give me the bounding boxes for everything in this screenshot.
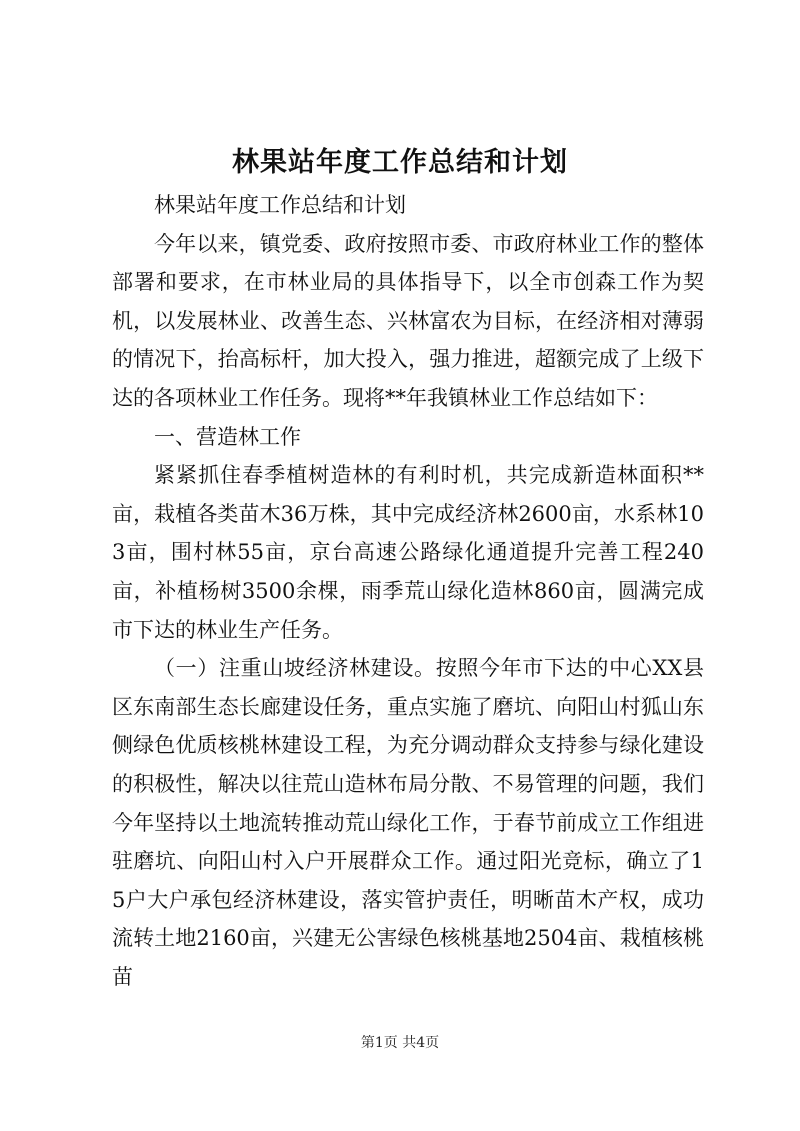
document-body [112, 186, 704, 996]
paragraph-intro: 今年以来，镇党委、政府按照市委、市政府林业工作的整体部署和要求，在市林业局的具体指导下，以全市创森工作为契机，以发展林业、改善生态、兴林富农为目标，在经济相对薄弱的情况下，抬高标杆，加大投入，强力推进，超额完成了上级下达的各项林业工作任务。现将**年我镇林业工作总结如下： [112, 231, 704, 410]
paragraph-subtitle: 林果站年度工作总结和计划 [154, 193, 406, 217]
page-footer: 第1页 共4页 [360, 1035, 440, 1051]
document-title: 林果站年度工作总结和计划 [232, 147, 568, 178]
paragraph-afforestation: 紧紧抓住春季植树造林的有利时机，共完成新造林面积**亩，栽植各类苗木36万株，其中完成经济林2600亩，水系林103亩，围村林55亩，京台高速公路绿化通道提升完善工程240亩，补植杨树3500余棵，雨季荒山绿化造林860亩，圆满完成市下达的林业生产任务。 [112, 463, 704, 642]
section-heading: 一、营造林工作 [154, 424, 301, 449]
paragraph-economic-forest: （一）注重山坡经济林建设。按照今年市下达的中心XX县区东南部生态长廊建设任务，重点实施了磨坑、向阳山村狐山东侧绿色优质核桃林建设工程，为充分调动群众支持参与绿化建设的积极性，解决以往荒山造林布局分散、不易管理的问题，我们今年坚持以土地流转推动荒山绿化工作，于春节前成立工作组进驻磨坑、向阳山村入户开展群众工作。通过阳光竞标，确立了15户大户承包经济林建设，落实管护责任，明晰苗木产权，成功流转土地2160亩，兴建无公害绿色核桃基地2504亩、栽植核桃苗 [112, 656, 704, 989]
